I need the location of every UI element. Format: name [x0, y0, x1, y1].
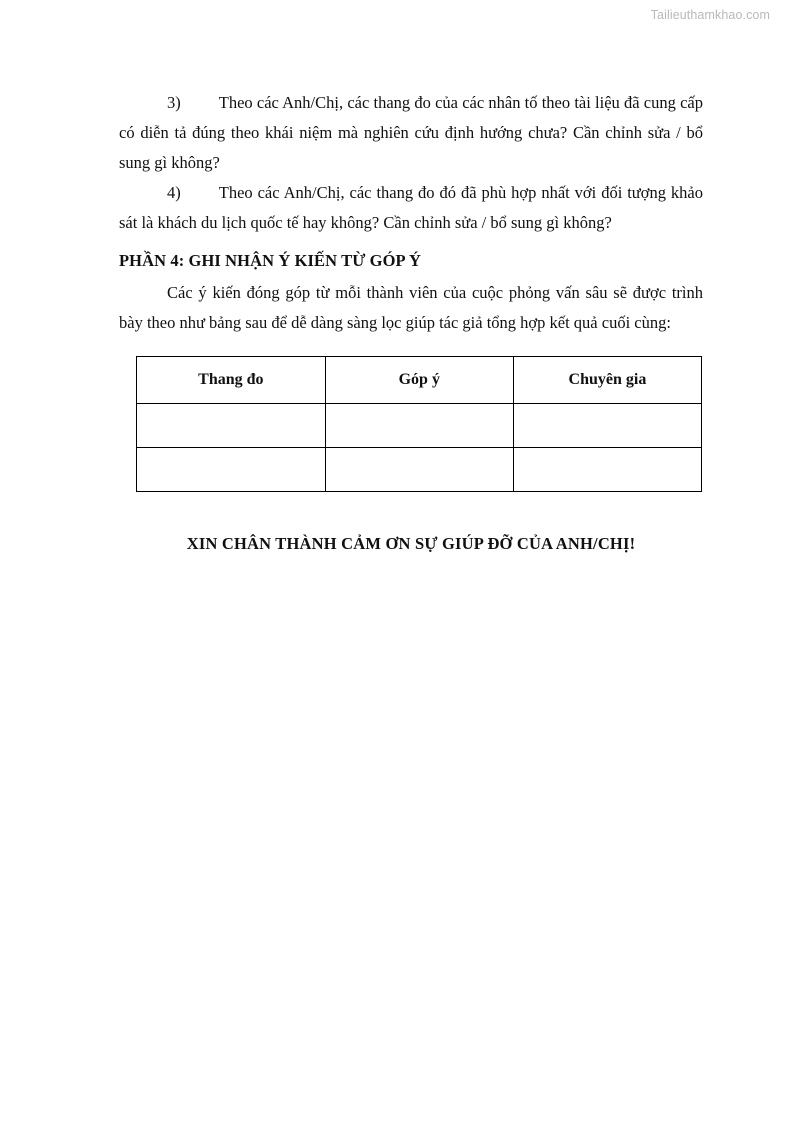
question-number: 3): [167, 93, 181, 112]
table-header-row: [137, 357, 702, 404]
document-content: [119, 88, 703, 554]
table-header-cell: Góp ý: [325, 357, 513, 404]
table-cell: [325, 448, 513, 492]
table-header-cell: Thang đo: [137, 357, 326, 404]
opinion-table: [136, 356, 702, 492]
section-intro: [119, 278, 703, 338]
table-cell: [137, 448, 326, 492]
question-number: 4): [167, 183, 181, 202]
table-header-cell: Chuyên gia: [513, 357, 701, 404]
table-row: [137, 404, 702, 448]
section-intro-text: Các ý kiến đóng góp từ mỗi thành viên của cuộc phỏng vấn sâu sẽ được trình bày theo như bảng sau để dễ dàng sàng lọc giúp tác giả tổng hợp kết quả cuối cùng:: [119, 283, 703, 332]
table-cell: [513, 404, 701, 448]
question-text: Theo các Anh/Chị, các thang đo của các nhân tố theo tài liệu đã cung cấp có diễn tả đúng theo khái niệm mà nghiên cứu định hướng chưa? Cần chỉnh sửa / bổ sung gì không?: [119, 93, 703, 172]
table-row: [137, 448, 702, 492]
question-item: [119, 178, 703, 238]
table-cell: [325, 404, 513, 448]
watermark-text: Tailieuthamkhao.com: [650, 8, 770, 22]
closing-statement: XIN CHÂN THÀNH CẢM ƠN SỰ GIÚP ĐỠ CỦA ANH/CHỊ!: [186, 534, 636, 553]
table-cell: [513, 448, 701, 492]
question-item: [119, 88, 703, 178]
question-text: Theo các Anh/Chị, các thang đo đó đã phù hợp nhất với đối tượng khảo sát là khách du lịch quốc tế hay không? Cần chỉnh sửa / bổ sung gì không?: [119, 183, 703, 232]
table-cell: [137, 404, 326, 448]
section-heading: PHẦN 4: GHI NHẬN Ý KIẾN TỪ GÓP Ý: [119, 251, 422, 270]
